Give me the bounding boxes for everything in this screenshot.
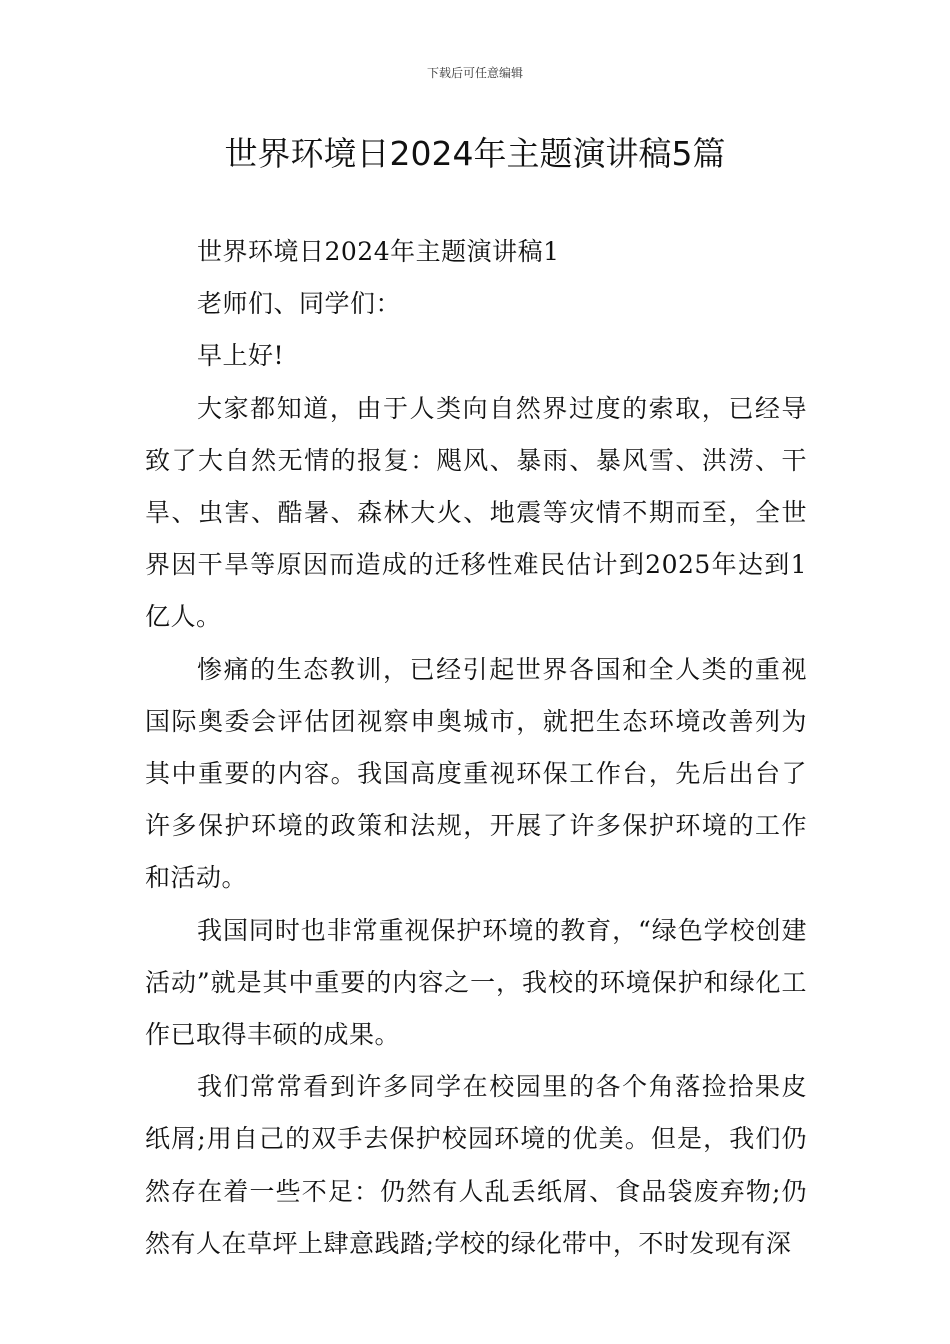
paragraph: 大家都知道，由于人类向自然界过度的索取，已经导致了大自然无情的报复：飓风、暴雨、暴风雪、洪涝、干旱、虫害、酷暑、森林大火、地震等灾情不期而至，全世界因干旱等原因而造成的迁移性难民估计到2025年达到1亿人。: [145, 393, 807, 632]
greeting: 早上好!: [197, 341, 285, 371]
paragraph: 我国同时也非常重视保护环境的教育，“绿色学校创建活动”就是其中重要的内容之一，我校的环境保护和绿化工作已取得丰硕的成果。: [145, 915, 807, 1050]
paragraph: 惨痛的生态教训，已经引起世界各国和全人类的重视国际奥委会评估团视察申奥城市，就把生态环境改善列为其中重要的内容。我国高度重视环保工作台，先后出台了许多保护环境的政策和法规，开展了许多保护环境的工作和活动。: [145, 654, 807, 893]
salutation: 老师们、同学们：: [197, 289, 402, 319]
document-title: 世界环境日2024年主题演讲稿5篇: [224, 134, 726, 173]
speech-subtitle: 世界环境日2024年主题演讲稿1: [197, 237, 560, 266]
header-note: 下载后可任意编辑: [426, 66, 523, 80]
document-body: [145, 226, 807, 1270]
paragraph: 我们常常看到许多同学在校园里的各个角落捡拾果皮纸屑;用自己的双手去保护校园环境的优美。但是，我们仍然存在着一些不足：仍然有人乱丢纸屑、食品袋废弃物;仍然有人在草坪上肆意践踏;学校的绿化带中，不时发现有深: [145, 1072, 807, 1258]
